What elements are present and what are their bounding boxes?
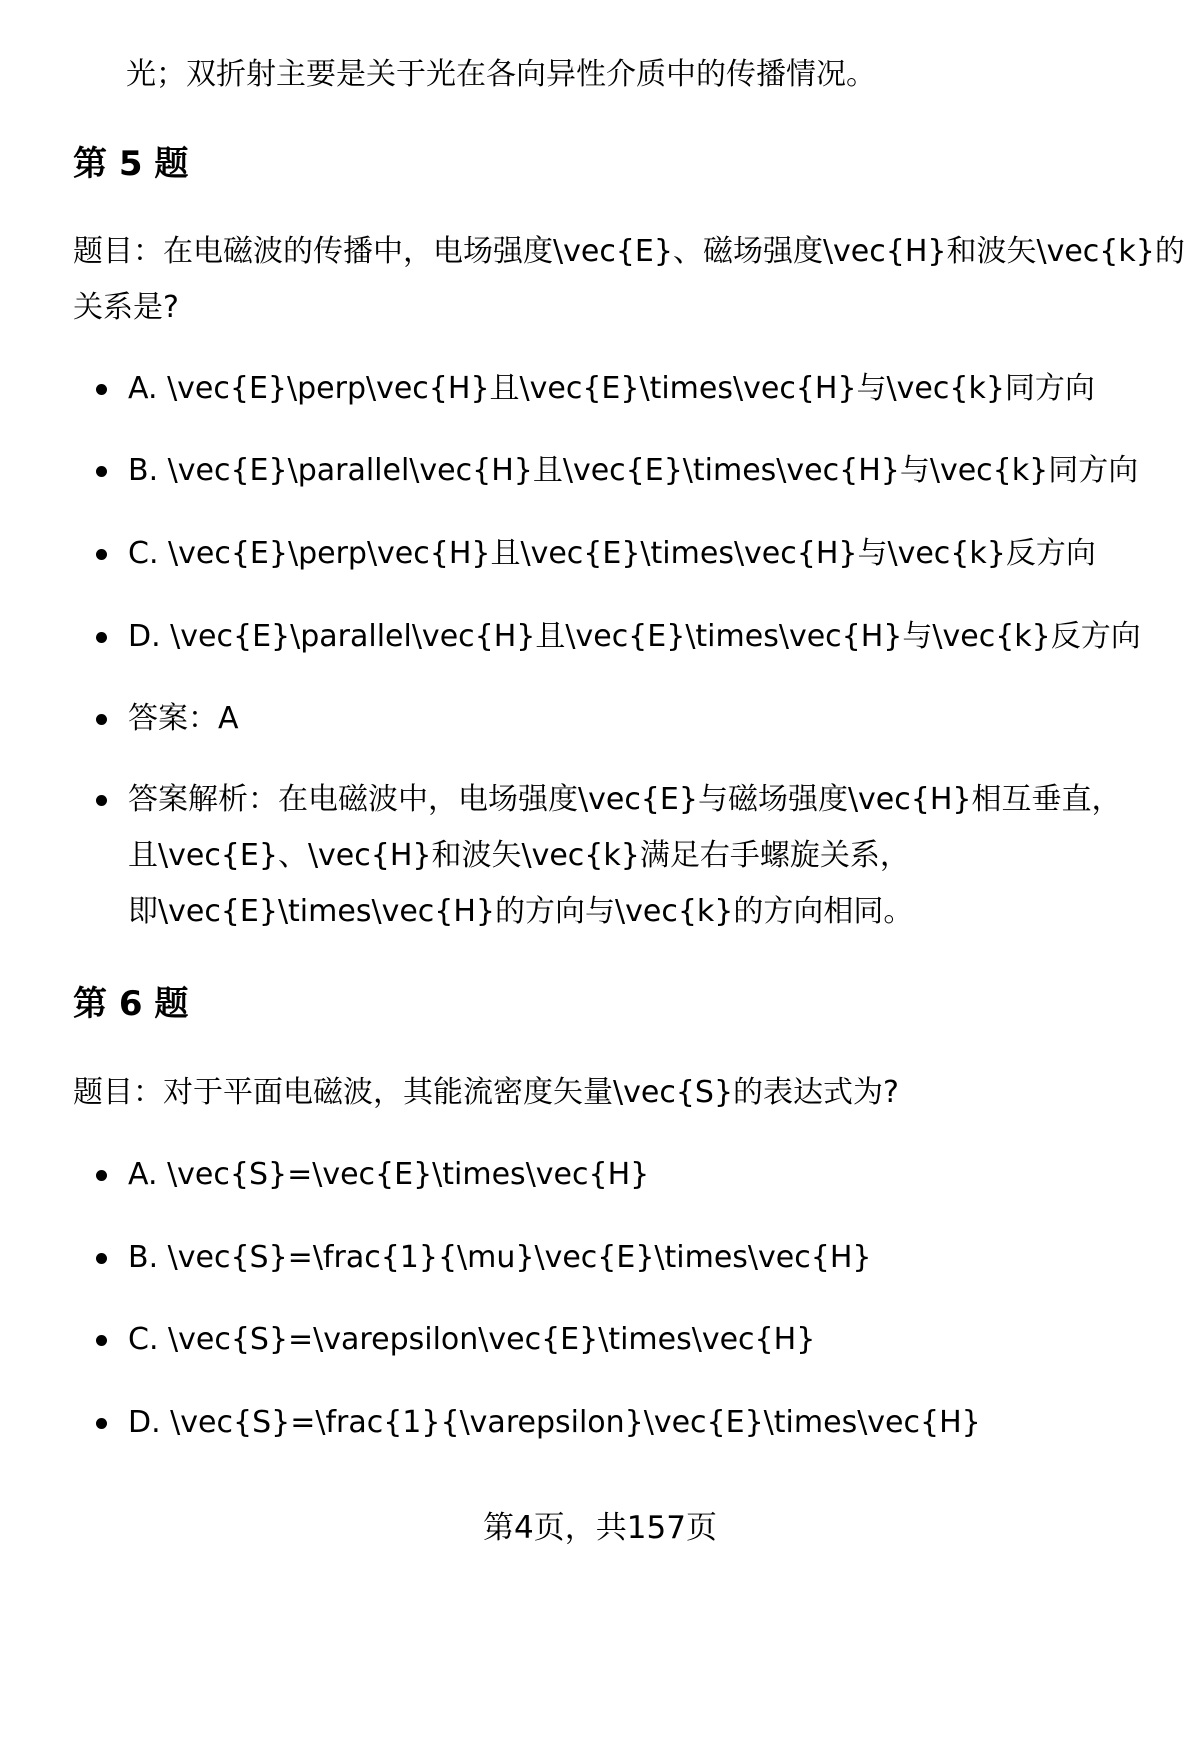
- analysis-line-3: 即\vec{E}\times\vec{H}的方向与\vec{k}的方向相同。: [128, 894, 914, 929]
- question-6-heading: 第 6 题: [73, 984, 189, 1024]
- intro-line: 光；双折射主要是关于光在各向异性介质中的传播情况。: [126, 57, 876, 92]
- bullet-icon: [96, 1170, 107, 1181]
- answer-text: 答案：A: [128, 701, 239, 736]
- page-number-footer: 第4页，共157页: [483, 1510, 717, 1546]
- bullet-icon: [96, 1253, 107, 1264]
- bullet-icon: [96, 466, 107, 477]
- option-text: B. \vec{S}=\frac{1}{\mu}\vec{E}\times\vec{H}: [128, 1240, 872, 1275]
- question-5-text-line-1: 题目：在电磁波的传播中，电场强度\vec{E}、磁场强度\vec{H}和波矢\vec{k}的: [73, 234, 1185, 269]
- bullet-icon: [96, 632, 107, 643]
- option-text: D. \vec{S}=\frac{1}{\varepsilon}\vec{E}\times\vec{H}: [128, 1405, 981, 1440]
- bullet-icon: [96, 795, 107, 806]
- question-5-text-line-2: 关系是?: [73, 290, 179, 325]
- option-text: B. \vec{E}\parallel\vec{H}且\vec{E}\times\vec{H}与\vec{k}同方向: [128, 453, 1139, 488]
- bullet-icon: [96, 714, 107, 725]
- option-text: C. \vec{S}=\varepsilon\vec{E}\times\vec{H}: [128, 1322, 816, 1357]
- option-text: D. \vec{E}\parallel\vec{H}且\vec{E}\times\vec{H}与\vec{k}反方向: [128, 619, 1141, 654]
- option-text: A. \vec{E}\perp\vec{H}且\vec{E}\times\vec{H}与\vec{k}同方向: [128, 371, 1095, 406]
- bullet-icon: [96, 549, 107, 560]
- option-text: C. \vec{E}\perp\vec{H}且\vec{E}\times\vec{H}与\vec{k}反方向: [128, 536, 1096, 571]
- question-5-heading: 第 5 题: [73, 144, 189, 184]
- analysis-line-2: 且\vec{E}、\vec{H}和波矢\vec{k}满足右手螺旋关系，: [128, 838, 910, 873]
- option-text: A. \vec{S}=\vec{E}\times\vec{H}: [128, 1157, 650, 1192]
- bullet-icon: [96, 1418, 107, 1429]
- analysis-line-1: 答案解析：在电磁波中，电场强度\vec{E}与磁场强度\vec{H}相互垂直，: [128, 782, 1122, 817]
- bullet-icon: [96, 384, 107, 395]
- bullet-icon: [96, 1335, 107, 1346]
- question-6-text-line-1: 题目：对于平面电磁波，其能流密度矢量\vec{S}的表达式为?: [73, 1075, 899, 1110]
